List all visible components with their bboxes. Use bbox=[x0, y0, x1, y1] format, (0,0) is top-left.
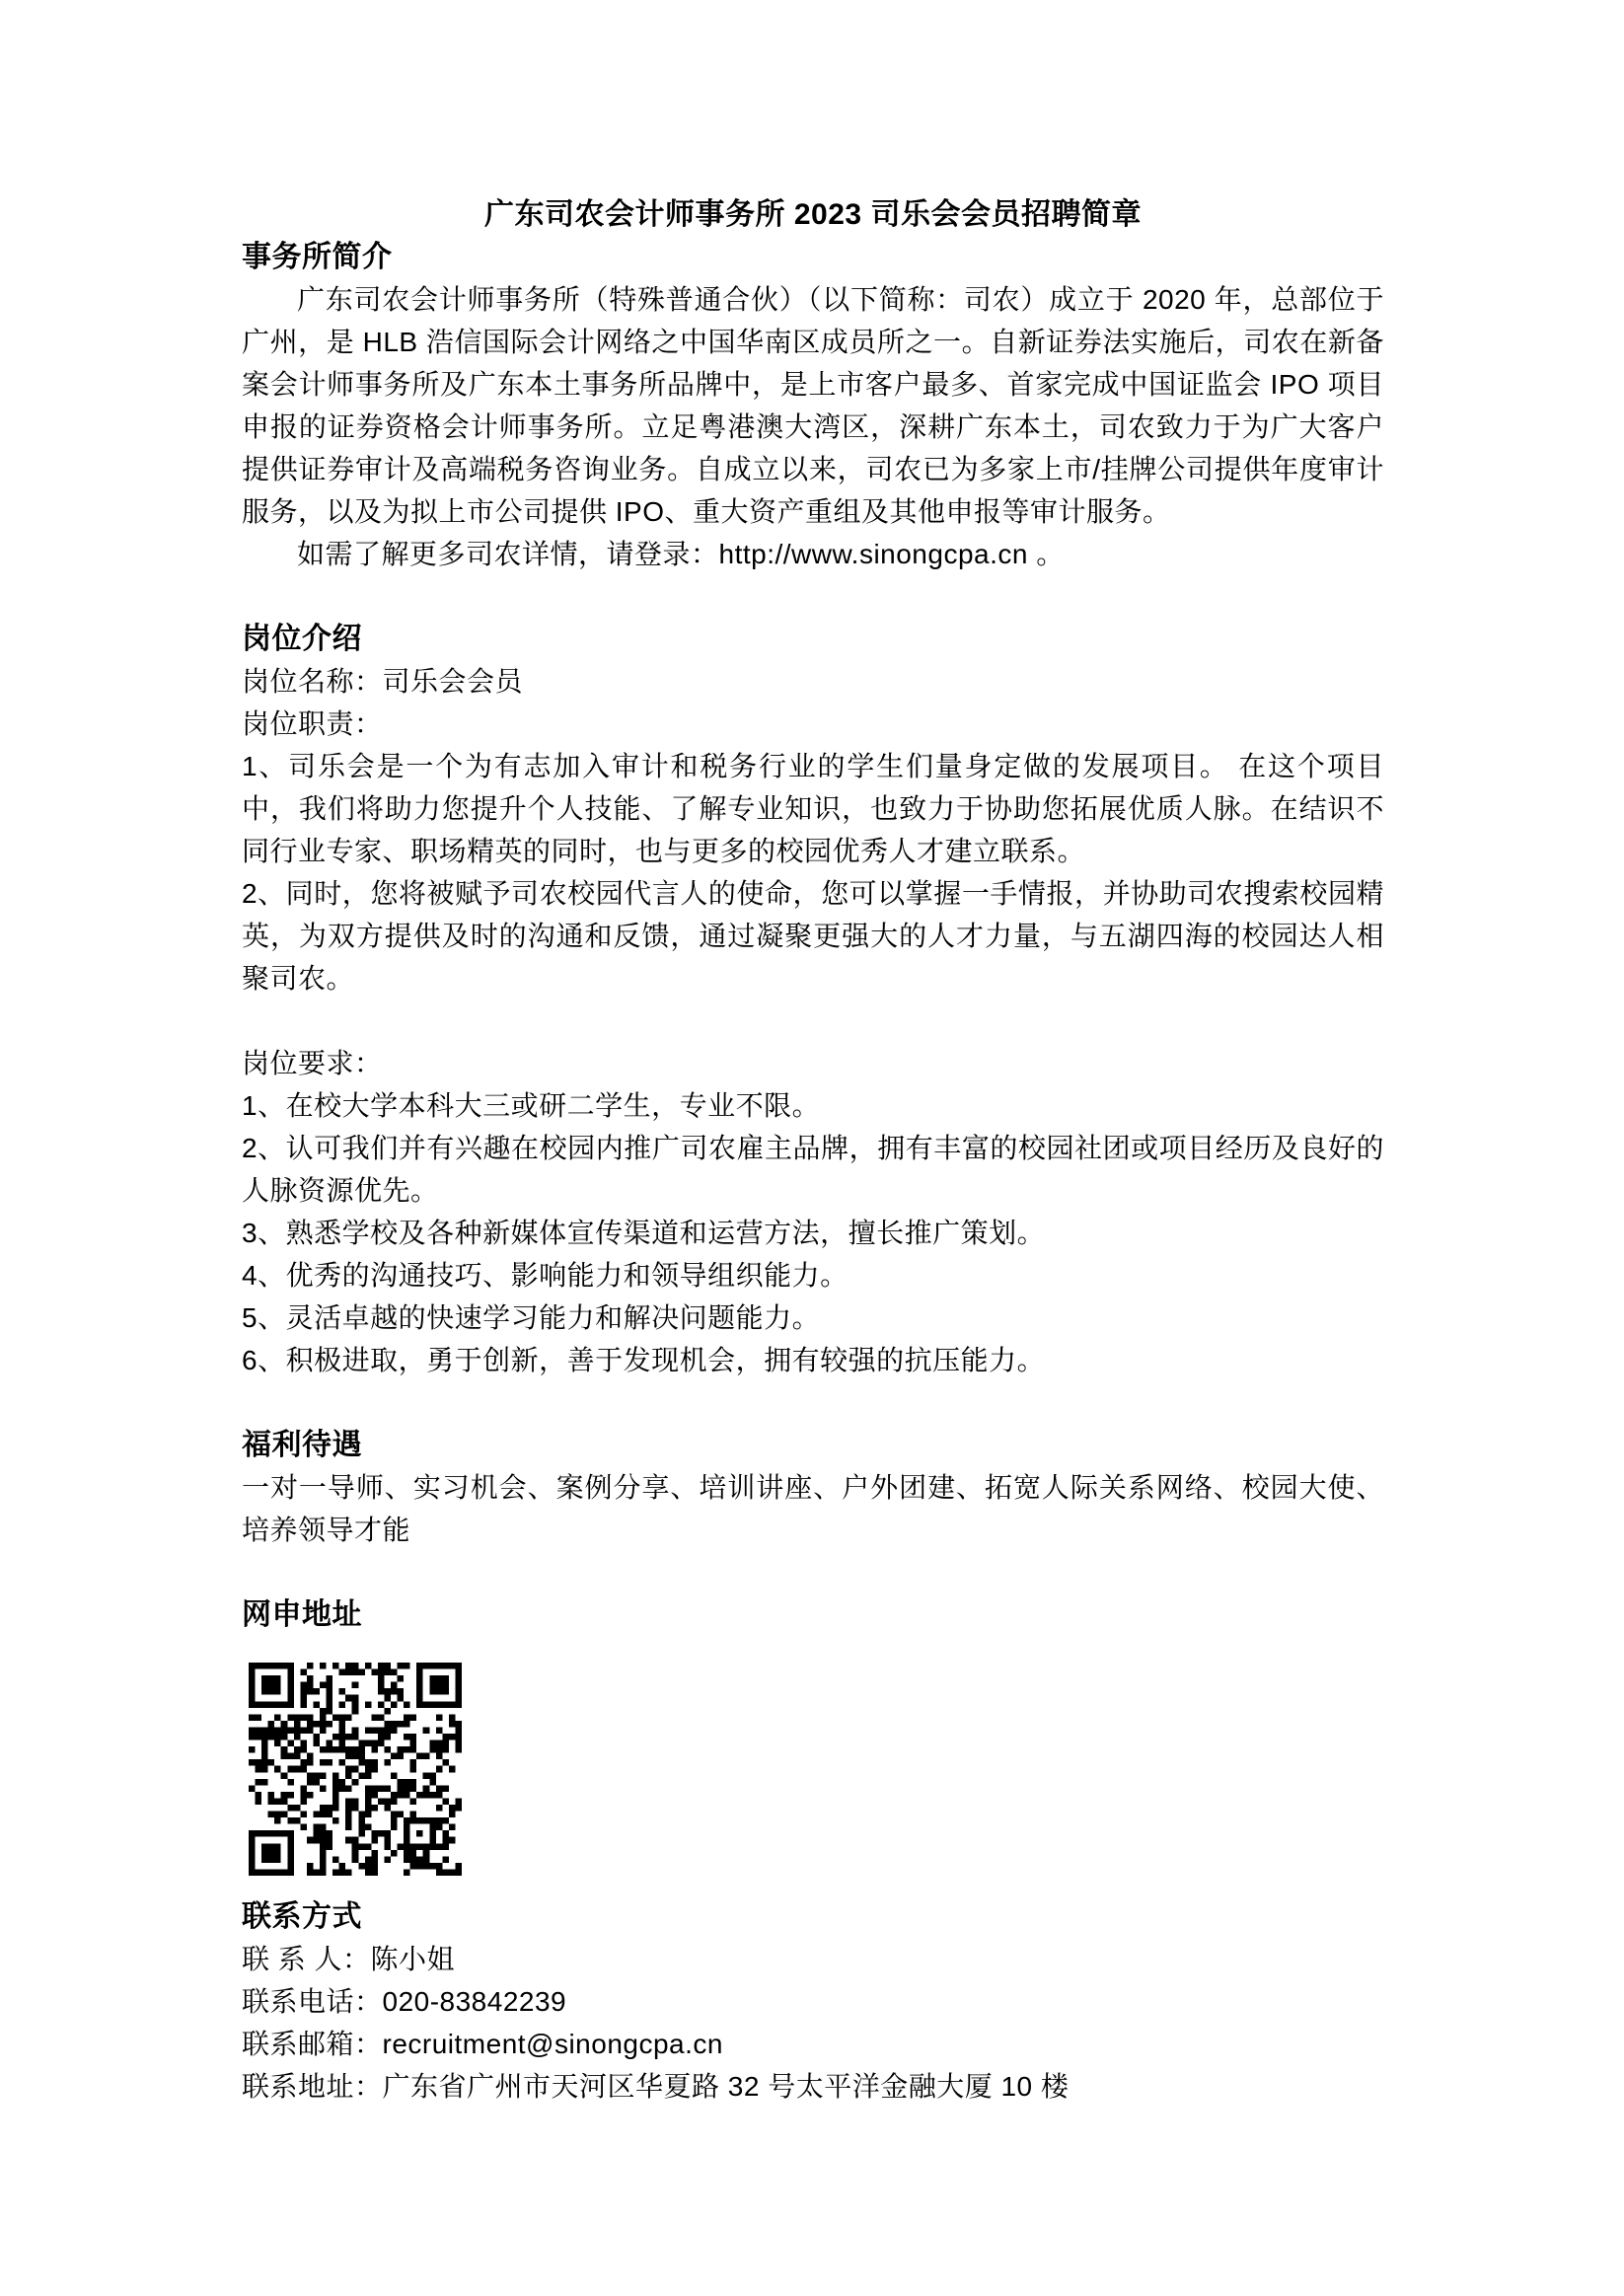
contact-person-line: 联 系 人：陈小姐 bbox=[242, 1944, 456, 1974]
req-item-6: 6、积极进取，勇于创新，善于发现机会，拥有较强的抗压能力。 bbox=[242, 1345, 1046, 1375]
duty-item-1: 1、司乐会是一个为有志加入审计和税务行业的学生们量身定做的发展项目。 在这个项目中，我们将助力您提升个人技能、了解专业知识，也致力于协助您拓展优质人脉。在结识不同行业专家、职场精英的同时，也与更多的校园优秀人才建立联系。 bbox=[242, 751, 1384, 866]
firm-intro-paragraph: 广东司农会计师事务所（特殊普通合伙）（以下简称：司农）成立于 2020 年，总部位于广州，是 HLB 浩信国际会计网络之中国华南区成员所之一。自新证券法实施后，司农在新备案会计师事务所及广东本土事务所品牌中，是上市客户最多、首家完成中国证监会 IPO 项目申报的证券资格会计师事务所。立足粤港澳大湾区，深耕广东本土，司农致力于为广大客户提供证券审计及高端税务咨询业务。自成立以来，司农已为多家上市/挂牌公司提供年度审计服务，以及为拟上市公司提供 IPO、重大资产重组及其他申报等审计服务。 bbox=[242, 284, 1384, 527]
req-item-1: 1、在校大学本科大三或研二学生，专业不限。 bbox=[242, 1090, 821, 1121]
section-heading-benefits: 福利待遇 bbox=[242, 1429, 362, 1461]
req-item-3: 3、熟悉学校及各种新媒体宣传渠道和运营方法，擅长推广策划。 bbox=[242, 1218, 1046, 1248]
blank-line bbox=[242, 1000, 1384, 1042]
contact-address-line: 联系地址：广东省广州市天河区华夏路 32 号太平洋金融大厦 10 楼 bbox=[242, 2071, 1070, 2102]
duty-item-2: 2、同时，您将被赋予司农校园代言人的使命，您可以掌握一手情报，并协助司农搜索校园精英，为双方提供及时的沟通和反馈，通过凝聚更强大的人才力量，与五湖四海的校园达人相聚司农。 bbox=[242, 878, 1384, 994]
req-item-2: 2、认可我们并有兴趣在校园内推广司农雇主品牌，拥有丰富的校园社团或项目经历及良好的人脉资源优先。 bbox=[242, 1133, 1384, 1206]
document-content bbox=[242, 193, 1384, 2108]
blank-line bbox=[242, 575, 1384, 618]
position-name-line: 岗位名称：司乐会会员 bbox=[242, 666, 524, 697]
section-heading-firm-intro: 事务所简介 bbox=[242, 241, 393, 273]
req-item-4: 4、优秀的沟通技巧、影响能力和领导组织能力。 bbox=[242, 1260, 849, 1291]
blank-line bbox=[242, 1551, 1384, 1593]
section-heading-apply: 网申地址 bbox=[242, 1598, 362, 1631]
benefits-text: 一对一导师、实习机会、案例分享、培训讲座、户外团建、拓宽人际关系网络、校园大使、培养领导才能 bbox=[242, 1472, 1384, 1545]
section-heading-contact: 联系方式 bbox=[242, 1900, 362, 1933]
contact-email-line: 联系邮箱：recruitment@sinongcpa.cn bbox=[242, 2029, 723, 2059]
firm-website-line: 如需了解更多司农详情，请登录：http://www.sinongcpa.cn 。 bbox=[297, 539, 1065, 569]
page-title: 广东司农会计师事务所 2023 司乐会会员招聘简章 bbox=[484, 198, 1142, 231]
contact-phone-line: 联系电话：020-83842239 bbox=[242, 1986, 567, 2017]
qr-code-icon bbox=[249, 1663, 462, 1876]
section-heading-position: 岗位介绍 bbox=[242, 623, 362, 655]
req-item-5: 5、灵活卓越的快速学习能力和解决问题能力。 bbox=[242, 1302, 821, 1333]
position-duty-label: 岗位职责： bbox=[242, 708, 383, 739]
blank-line bbox=[242, 1381, 1384, 1424]
position-req-label: 岗位要求： bbox=[242, 1048, 383, 1078]
